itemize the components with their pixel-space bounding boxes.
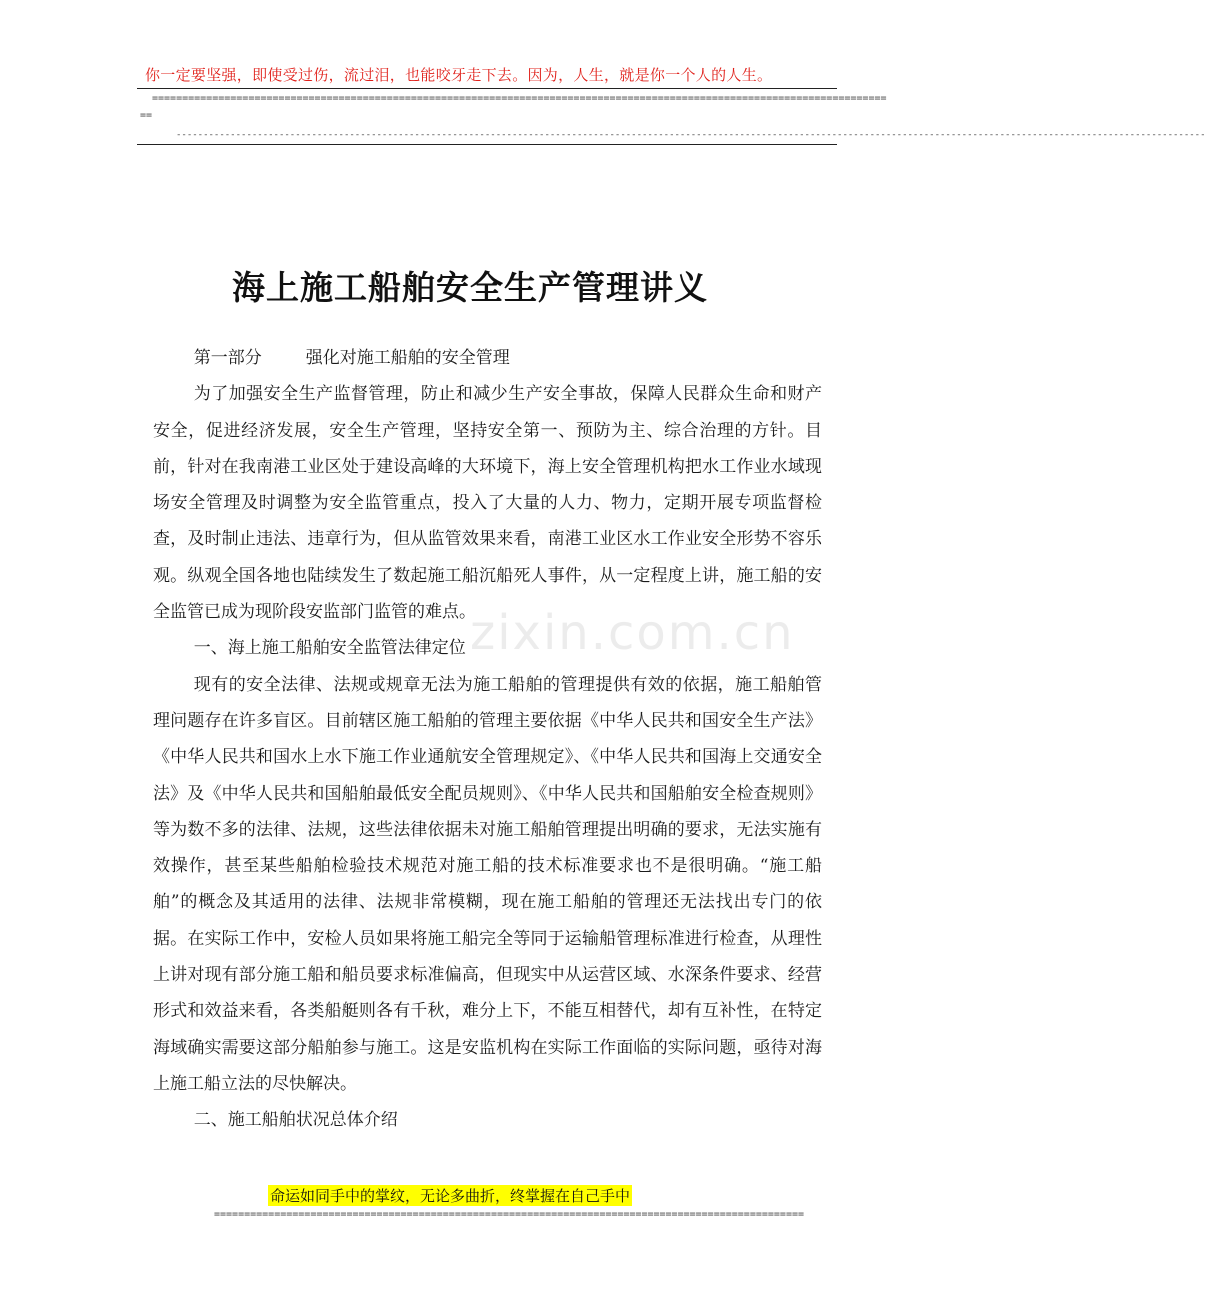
paragraph-intro: 为了加强安全生产监督管理，防止和减少生产安全事故，保障人民群众生命和财产安全，促进经济发展，安全生产管理，坚持安全第一、预防为主、综合治理的方针。目前，针对在我南港工业区处于建设高峰的大环境下，海上安全管理机构把水工作业水域现场安全管理及时调整为安全监管重点，投入了大量的人力、物力，定期开展专项监督检查，及时制止违法、违章行为，但从监管效果来看，南港工业区水工作业安全形势不容乐观。纵观全国各地也陆续发生了数起施工船沉船死人事件，从一定程度上讲，施工船的安全监管已成为现阶段安监部门监管的难点。: [153, 384, 822, 623]
paragraph-law: 现有的安全法律、法规或规章无法为施工船舶的管理提供有效的依据，施工船舶管理问题存在许多盲区。目前辖区施工船舶的管理主要依据《中华人民共和国安全生产法》《中华人民共和国水上水下施工作业通航安全管理规定》、《中华人民共和国海上交通安全法》及《中华人民共和国船舶最低安全配员规则》、《中华人民共和国船舶安全检查规则》等为数不多的法律、法规，这些法律依据未对施工船舶管理提出明确的要求，无法实施有效操作，甚至某些船舶检验技术规范对施工船的技术标准要求也不是很明确。“施工船舶”的概念及其适用的法律、法规非常模糊，现在施工船舶的管理还无法找出专门的依据。在实际工作中，安检人员如果将施工船完全等同于运输船管理标准进行检查，从理性上讲对现有部分施工船和船员要求标准偏高，但现实中从运营区域、水深条件要求、经营形式和效益来看，各类船艇则各有千秋，难分上下，不能互相替代，却有互补性，在特定海域确实需要这部分船舶参与施工。这是安监机构在实际工作面临的实际问题，亟待对海上施工船立法的尽快解决。: [153, 674, 822, 1094]
header-motto: 你一定要坚强，即使受过伤，流过泪，也能咬牙走下去。因为，人生，就是你一个人的人生。: [145, 66, 773, 84]
watermark: zixin.com.cn: [470, 605, 795, 661]
section-heading-2: 二、施工船舶状况总体介绍: [193, 1110, 398, 1131]
part-heading: [153, 340, 822, 376]
section-heading-1: 一、海上施工船舶安全监管法律定位: [193, 638, 466, 659]
header-dash-line: ----------------------------------------------------------------------------------------------------------------------------------------------------------------------------------------------: [176, 130, 1206, 140]
header-rule-bottom: [137, 144, 837, 145]
part-title: 强化对施工船舶的安全管理: [305, 348, 510, 368]
footer-motto: 命运如同手中的掌纹，无论多曲折，终掌握在自己手中: [270, 1187, 631, 1205]
header-equals-line-wrap: ==: [140, 110, 153, 121]
header-rule-top: [137, 88, 837, 89]
document-body: [153, 340, 822, 1139]
part-label: 第一部分: [193, 348, 262, 368]
footer-equals-line: ==================================================================================================: [214, 1209, 805, 1220]
header-equals-line: ==========================================================================================================================: [152, 93, 887, 104]
document-title: 海上施工船舶安全生产管理讲义: [232, 268, 708, 307]
